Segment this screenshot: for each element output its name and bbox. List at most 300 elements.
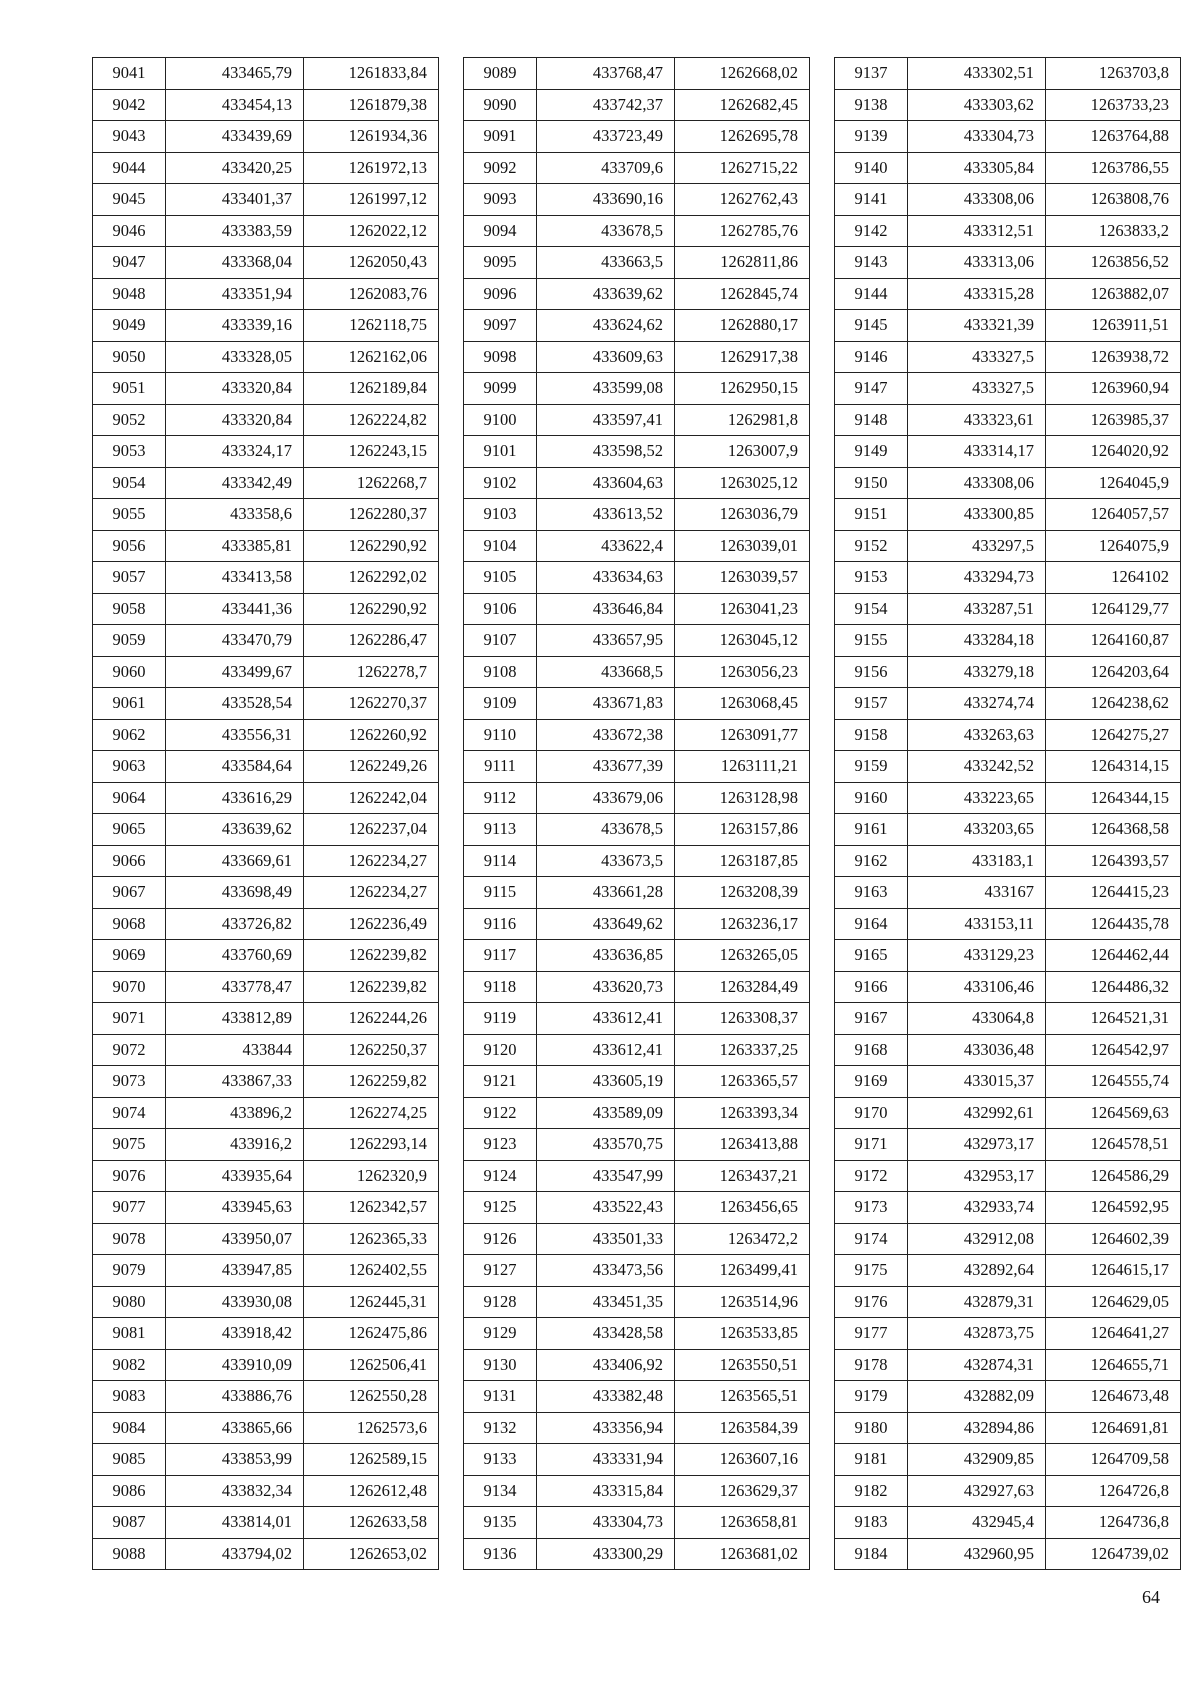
table-row: [93, 1192, 439, 1224]
table-row: [835, 1223, 1181, 1255]
x-coordinate-cell: 433634,63: [537, 562, 675, 594]
y-coordinate-cell: 1264629,05: [1046, 1286, 1181, 1318]
y-coordinate-cell: 1263025,12: [675, 467, 810, 499]
table-row: [93, 58, 439, 90]
x-coordinate-cell: 433454,13: [166, 89, 304, 121]
x-coordinate-cell: 432933,74: [908, 1192, 1046, 1224]
y-coordinate-cell: 1262244,26: [304, 1003, 439, 1035]
y-coordinate-cell: 1262811,86: [675, 247, 810, 279]
x-coordinate-cell: 433673,5: [537, 845, 675, 877]
x-coordinate-cell: 433287,51: [908, 593, 1046, 625]
y-coordinate-cell: 1264739,02: [1046, 1538, 1181, 1570]
x-coordinate-cell: 433649,62: [537, 908, 675, 940]
y-coordinate-cell: 1262083,76: [304, 278, 439, 310]
x-coordinate-cell: 433342,49: [166, 467, 304, 499]
table-row: [835, 499, 1181, 531]
y-coordinate-cell: 1262224,82: [304, 404, 439, 436]
y-coordinate-cell: 1262950,15: [675, 373, 810, 405]
y-coordinate-cell: 1263007,9: [675, 436, 810, 468]
table-row: [464, 1349, 810, 1381]
x-coordinate-cell: 433547,99: [537, 1160, 675, 1192]
y-coordinate-cell: 1262402,55: [304, 1255, 439, 1287]
x-coordinate-cell: 432973,17: [908, 1129, 1046, 1161]
y-coordinate-cell: 1262550,28: [304, 1381, 439, 1413]
x-coordinate-cell: 433328,05: [166, 341, 304, 373]
point-id-cell: 9154: [835, 593, 908, 625]
x-coordinate-cell: 432912,08: [908, 1223, 1046, 1255]
y-coordinate-cell: 1262278,7: [304, 656, 439, 688]
table-row: [93, 1003, 439, 1035]
table-row: [464, 436, 810, 468]
y-coordinate-cell: 1262022,12: [304, 215, 439, 247]
y-coordinate-cell: 1262286,47: [304, 625, 439, 657]
table-row: [464, 215, 810, 247]
table-row: [93, 562, 439, 594]
x-coordinate-cell: 433300,85: [908, 499, 1046, 531]
x-coordinate-cell: 433916,2: [166, 1129, 304, 1161]
point-id-cell: 9041: [93, 58, 166, 90]
point-id-cell: 9109: [464, 688, 537, 720]
y-coordinate-cell: 1262242,04: [304, 782, 439, 814]
y-coordinate-cell: 1263437,21: [675, 1160, 810, 1192]
x-coordinate-cell: 432894,86: [908, 1412, 1046, 1444]
x-coordinate-cell: 432909,85: [908, 1444, 1046, 1476]
point-id-cell: 9071: [93, 1003, 166, 1035]
table-row: [464, 656, 810, 688]
table-row: [93, 845, 439, 877]
table-row: [93, 152, 439, 184]
x-coordinate-cell: 432892,64: [908, 1255, 1046, 1287]
y-coordinate-cell: 1263472,2: [675, 1223, 810, 1255]
table-row: [464, 1475, 810, 1507]
point-id-cell: 9105: [464, 562, 537, 594]
coordinate-tables: [92, 57, 1181, 1570]
table-row: [835, 1412, 1181, 1444]
y-coordinate-cell: 1263499,41: [675, 1255, 810, 1287]
y-coordinate-cell: 1262573,6: [304, 1412, 439, 1444]
y-coordinate-cell: 1262365,33: [304, 1223, 439, 1255]
point-id-cell: 9108: [464, 656, 537, 688]
y-coordinate-cell: 1262981,8: [675, 404, 810, 436]
y-coordinate-cell: 1264368,58: [1046, 814, 1181, 846]
x-coordinate-cell: 433814,01: [166, 1507, 304, 1539]
y-coordinate-cell: 1263337,25: [675, 1034, 810, 1066]
table-row: [464, 1097, 810, 1129]
table-row: [464, 310, 810, 342]
point-id-cell: 9122: [464, 1097, 537, 1129]
y-coordinate-cell: 1261972,13: [304, 152, 439, 184]
x-coordinate-cell: 433620,73: [537, 971, 675, 1003]
x-coordinate-cell: 433597,41: [537, 404, 675, 436]
x-coordinate-cell: 433896,2: [166, 1097, 304, 1129]
x-coordinate-cell: 433153,11: [908, 908, 1046, 940]
table-row: [93, 1444, 439, 1476]
table-row: [464, 908, 810, 940]
point-id-cell: 9059: [93, 625, 166, 657]
y-coordinate-cell: 1262260,92: [304, 719, 439, 751]
table-row: [464, 1381, 810, 1413]
table-row: [93, 625, 439, 657]
point-id-cell: 9080: [93, 1286, 166, 1318]
y-coordinate-cell: 1262762,43: [675, 184, 810, 216]
table-row: [835, 341, 1181, 373]
y-coordinate-cell: 1263111,21: [675, 751, 810, 783]
y-coordinate-cell: 1262342,57: [304, 1192, 439, 1224]
y-coordinate-cell: 1262268,7: [304, 467, 439, 499]
x-coordinate-cell: 432960,95: [908, 1538, 1046, 1570]
x-coordinate-cell: 433612,41: [537, 1003, 675, 1035]
y-coordinate-cell: 1262917,38: [675, 341, 810, 373]
table-row: [464, 971, 810, 1003]
point-id-cell: 9172: [835, 1160, 908, 1192]
point-id-cell: 9063: [93, 751, 166, 783]
table-row: [464, 1129, 810, 1161]
point-id-cell: 9126: [464, 1223, 537, 1255]
table-row: [93, 1507, 439, 1539]
point-id-cell: 9167: [835, 1003, 908, 1035]
point-id-cell: 9083: [93, 1381, 166, 1413]
table-row: [835, 184, 1181, 216]
point-id-cell: 9155: [835, 625, 908, 657]
point-id-cell: 9127: [464, 1255, 537, 1287]
x-coordinate-cell: 433522,43: [537, 1192, 675, 1224]
point-id-cell: 9114: [464, 845, 537, 877]
table-row: [835, 845, 1181, 877]
y-coordinate-cell: 1263911,51: [1046, 310, 1181, 342]
y-coordinate-cell: 1264569,63: [1046, 1097, 1181, 1129]
x-coordinate-cell: 433768,47: [537, 58, 675, 90]
point-id-cell: 9088: [93, 1538, 166, 1570]
table-row: [464, 1538, 810, 1570]
y-coordinate-cell: 1262050,43: [304, 247, 439, 279]
y-coordinate-cell: 1264673,48: [1046, 1381, 1181, 1413]
x-coordinate-cell: 433242,52: [908, 751, 1046, 783]
table-row: [93, 719, 439, 751]
table-row: [835, 656, 1181, 688]
table-row: [835, 1444, 1181, 1476]
y-coordinate-cell: 1264057,57: [1046, 499, 1181, 531]
y-coordinate-cell: 1264615,17: [1046, 1255, 1181, 1287]
point-id-cell: 9132: [464, 1412, 537, 1444]
point-id-cell: 9100: [464, 404, 537, 436]
x-coordinate-cell: 433723,49: [537, 121, 675, 153]
y-coordinate-cell: 1262653,02: [304, 1538, 439, 1570]
table-row: [464, 1160, 810, 1192]
point-id-cell: 9060: [93, 656, 166, 688]
table-row: [464, 89, 810, 121]
x-coordinate-cell: 433284,18: [908, 625, 1046, 657]
x-coordinate-cell: 433300,29: [537, 1538, 675, 1570]
point-id-cell: 9075: [93, 1129, 166, 1161]
point-id-cell: 9131: [464, 1381, 537, 1413]
y-coordinate-cell: 1262259,82: [304, 1066, 439, 1098]
table-row: [93, 971, 439, 1003]
point-id-cell: 9162: [835, 845, 908, 877]
y-coordinate-cell: 1264045,9: [1046, 467, 1181, 499]
x-coordinate-cell: 433297,5: [908, 530, 1046, 562]
x-coordinate-cell: 433315,28: [908, 278, 1046, 310]
y-coordinate-cell: 1262475,86: [304, 1318, 439, 1350]
point-id-cell: 9065: [93, 814, 166, 846]
x-coordinate-cell: 433294,73: [908, 562, 1046, 594]
point-id-cell: 9137: [835, 58, 908, 90]
table-row: [835, 1507, 1181, 1539]
point-id-cell: 9098: [464, 341, 537, 373]
table-row: [835, 1255, 1181, 1287]
y-coordinate-cell: 1263056,23: [675, 656, 810, 688]
point-id-cell: 9112: [464, 782, 537, 814]
table-row: [93, 1129, 439, 1161]
y-coordinate-cell: 1264726,8: [1046, 1475, 1181, 1507]
x-coordinate-cell: 433690,16: [537, 184, 675, 216]
table-row: [93, 1475, 439, 1507]
table-row: [464, 1003, 810, 1035]
x-coordinate-cell: 433274,74: [908, 688, 1046, 720]
y-coordinate-cell: 1264555,74: [1046, 1066, 1181, 1098]
y-coordinate-cell: 1262290,92: [304, 593, 439, 625]
point-id-cell: 9175: [835, 1255, 908, 1287]
x-coordinate-cell: 433382,48: [537, 1381, 675, 1413]
x-coordinate-cell: 433441,36: [166, 593, 304, 625]
y-coordinate-cell: 1263039,01: [675, 530, 810, 562]
point-id-cell: 9082: [93, 1349, 166, 1381]
table-row: [464, 845, 810, 877]
x-coordinate-cell: 433844: [166, 1034, 304, 1066]
y-coordinate-cell: 1263284,49: [675, 971, 810, 1003]
point-id-cell: 9074: [93, 1097, 166, 1129]
y-coordinate-cell: 1262445,31: [304, 1286, 439, 1318]
table-row: [464, 940, 810, 972]
table-row: [93, 247, 439, 279]
point-id-cell: 9048: [93, 278, 166, 310]
x-coordinate-cell: 433304,73: [908, 121, 1046, 153]
table-row: [93, 467, 439, 499]
table-row: [93, 436, 439, 468]
y-coordinate-cell: 1262612,48: [304, 1475, 439, 1507]
y-coordinate-cell: 1263985,37: [1046, 404, 1181, 436]
table-row: [464, 1412, 810, 1444]
y-coordinate-cell: 1262270,37: [304, 688, 439, 720]
y-coordinate-cell: 1262234,27: [304, 845, 439, 877]
point-id-cell: 9042: [93, 89, 166, 121]
x-coordinate-cell: 433646,84: [537, 593, 675, 625]
y-coordinate-cell: 1262633,58: [304, 1507, 439, 1539]
table-row: [464, 877, 810, 909]
point-id-cell: 9159: [835, 751, 908, 783]
table-row: [93, 1318, 439, 1350]
y-coordinate-cell: 1263514,96: [675, 1286, 810, 1318]
y-coordinate-cell: 1262162,06: [304, 341, 439, 373]
y-coordinate-cell: 1263456,65: [675, 1192, 810, 1224]
y-coordinate-cell: 1264435,78: [1046, 908, 1181, 940]
y-coordinate-cell: 1264736,8: [1046, 1507, 1181, 1539]
y-coordinate-cell: 1262189,84: [304, 373, 439, 405]
y-coordinate-cell: 1262236,49: [304, 908, 439, 940]
y-coordinate-cell: 1263236,17: [675, 908, 810, 940]
table-row: [93, 215, 439, 247]
point-id-cell: 9115: [464, 877, 537, 909]
x-coordinate-cell: 433598,52: [537, 436, 675, 468]
x-coordinate-cell: 433709,6: [537, 152, 675, 184]
y-coordinate-cell: 1263786,55: [1046, 152, 1181, 184]
point-id-cell: 9061: [93, 688, 166, 720]
y-coordinate-cell: 1262249,26: [304, 751, 439, 783]
x-coordinate-cell: 433668,5: [537, 656, 675, 688]
table-row: [835, 688, 1181, 720]
point-id-cell: 9084: [93, 1412, 166, 1444]
table-row: [835, 1003, 1181, 1035]
table-row: [464, 184, 810, 216]
x-coordinate-cell: 433401,37: [166, 184, 304, 216]
x-coordinate-cell: 433327,5: [908, 341, 1046, 373]
x-coordinate-cell: 433183,1: [908, 845, 1046, 877]
point-id-cell: 9058: [93, 593, 166, 625]
table-row: [835, 278, 1181, 310]
table-row: [835, 751, 1181, 783]
y-coordinate-cell: 1264578,51: [1046, 1129, 1181, 1161]
y-coordinate-cell: 1263882,07: [1046, 278, 1181, 310]
y-coordinate-cell: 1262682,45: [675, 89, 810, 121]
table-row: [93, 1286, 439, 1318]
point-id-cell: 9049: [93, 310, 166, 342]
point-id-cell: 9086: [93, 1475, 166, 1507]
y-coordinate-cell: 1262845,74: [675, 278, 810, 310]
table-row: [835, 1160, 1181, 1192]
page-number: 64: [1142, 1587, 1160, 1607]
y-coordinate-cell: 1264160,87: [1046, 625, 1181, 657]
x-coordinate-cell: 433313,06: [908, 247, 1046, 279]
point-id-cell: 9160: [835, 782, 908, 814]
y-coordinate-cell: 1263607,16: [675, 1444, 810, 1476]
point-id-cell: 9161: [835, 814, 908, 846]
y-coordinate-cell: 1262239,82: [304, 940, 439, 972]
y-coordinate-cell: 1263091,77: [675, 719, 810, 751]
point-id-cell: 9103: [464, 499, 537, 531]
coordinate-table-2: [463, 57, 810, 1570]
table-row: [464, 530, 810, 562]
x-coordinate-cell: 433324,17: [166, 436, 304, 468]
table-row: [93, 278, 439, 310]
point-id-cell: 9079: [93, 1255, 166, 1287]
y-coordinate-cell: 1263041,23: [675, 593, 810, 625]
y-coordinate-cell: 1261833,84: [304, 58, 439, 90]
point-id-cell: 9091: [464, 121, 537, 153]
x-coordinate-cell: 433584,64: [166, 751, 304, 783]
point-id-cell: 9051: [93, 373, 166, 405]
point-id-cell: 9113: [464, 814, 537, 846]
table-row: [93, 310, 439, 342]
table-row: [464, 688, 810, 720]
point-id-cell: 9133: [464, 1444, 537, 1476]
x-coordinate-cell: 433413,58: [166, 562, 304, 594]
y-coordinate-cell: 1263856,52: [1046, 247, 1181, 279]
point-id-cell: 9094: [464, 215, 537, 247]
point-id-cell: 9130: [464, 1349, 537, 1381]
point-id-cell: 9085: [93, 1444, 166, 1476]
x-coordinate-cell: 433853,99: [166, 1444, 304, 1476]
y-coordinate-cell: 1263764,88: [1046, 121, 1181, 153]
y-coordinate-cell: 1263187,85: [675, 845, 810, 877]
y-coordinate-cell: 1264542,97: [1046, 1034, 1181, 1066]
table-row: [93, 908, 439, 940]
table-row: [93, 89, 439, 121]
x-coordinate-cell: 433678,5: [537, 215, 675, 247]
point-id-cell: 9150: [835, 467, 908, 499]
table-row: [835, 940, 1181, 972]
point-id-cell: 9166: [835, 971, 908, 1003]
point-id-cell: 9139: [835, 121, 908, 153]
table-row: [835, 1475, 1181, 1507]
y-coordinate-cell: 1264075,9: [1046, 530, 1181, 562]
x-coordinate-cell: 433331,94: [537, 1444, 675, 1476]
table-row: [835, 467, 1181, 499]
table-row: [464, 751, 810, 783]
point-id-cell: 9157: [835, 688, 908, 720]
x-coordinate-cell: 432992,61: [908, 1097, 1046, 1129]
point-id-cell: 9124: [464, 1160, 537, 1192]
table-row: [464, 1444, 810, 1476]
x-coordinate-cell: 433129,23: [908, 940, 1046, 972]
table-row: [464, 373, 810, 405]
x-coordinate-cell: 433203,65: [908, 814, 1046, 846]
y-coordinate-cell: 1263068,45: [675, 688, 810, 720]
table-row: [93, 814, 439, 846]
y-coordinate-cell: 1263833,2: [1046, 215, 1181, 247]
table-row: [835, 1129, 1181, 1161]
x-coordinate-cell: 433314,17: [908, 436, 1046, 468]
point-id-cell: 9168: [835, 1034, 908, 1066]
y-coordinate-cell: 1262243,15: [304, 436, 439, 468]
y-coordinate-cell: 1262589,15: [304, 1444, 439, 1476]
x-coordinate-cell: 433420,25: [166, 152, 304, 184]
table-row: [835, 310, 1181, 342]
y-coordinate-cell: 1264020,92: [1046, 436, 1181, 468]
y-coordinate-cell: 1262506,41: [304, 1349, 439, 1381]
y-coordinate-cell: 1262695,78: [675, 121, 810, 153]
y-coordinate-cell: 1263045,12: [675, 625, 810, 657]
x-coordinate-cell: 433865,66: [166, 1412, 304, 1444]
table-row: [464, 499, 810, 531]
point-id-cell: 9176: [835, 1286, 908, 1318]
table-row: [464, 121, 810, 153]
x-coordinate-cell: 433321,39: [908, 310, 1046, 342]
point-id-cell: 9116: [464, 908, 537, 940]
point-id-cell: 9156: [835, 656, 908, 688]
x-coordinate-cell: 433589,09: [537, 1097, 675, 1129]
x-coordinate-cell: 433451,35: [537, 1286, 675, 1318]
y-coordinate-cell: 1263938,72: [1046, 341, 1181, 373]
y-coordinate-cell: 1264586,29: [1046, 1160, 1181, 1192]
x-coordinate-cell: 433351,94: [166, 278, 304, 310]
y-coordinate-cell: 1264344,15: [1046, 782, 1181, 814]
table-row: [835, 1286, 1181, 1318]
y-coordinate-cell: 1262237,04: [304, 814, 439, 846]
x-coordinate-cell: 433064,8: [908, 1003, 1046, 1035]
y-coordinate-cell: 1263208,39: [675, 877, 810, 909]
point-id-cell: 9158: [835, 719, 908, 751]
x-coordinate-cell: 433570,75: [537, 1129, 675, 1161]
table-row: [93, 1160, 439, 1192]
x-coordinate-cell: 433672,38: [537, 719, 675, 751]
point-id-cell: 9164: [835, 908, 908, 940]
point-id-cell: 9089: [464, 58, 537, 90]
table-row: [835, 1318, 1181, 1350]
table-row: [835, 373, 1181, 405]
x-coordinate-cell: 433556,31: [166, 719, 304, 751]
table-row: [835, 247, 1181, 279]
x-coordinate-cell: 433465,79: [166, 58, 304, 90]
x-coordinate-cell: 433304,73: [537, 1507, 675, 1539]
